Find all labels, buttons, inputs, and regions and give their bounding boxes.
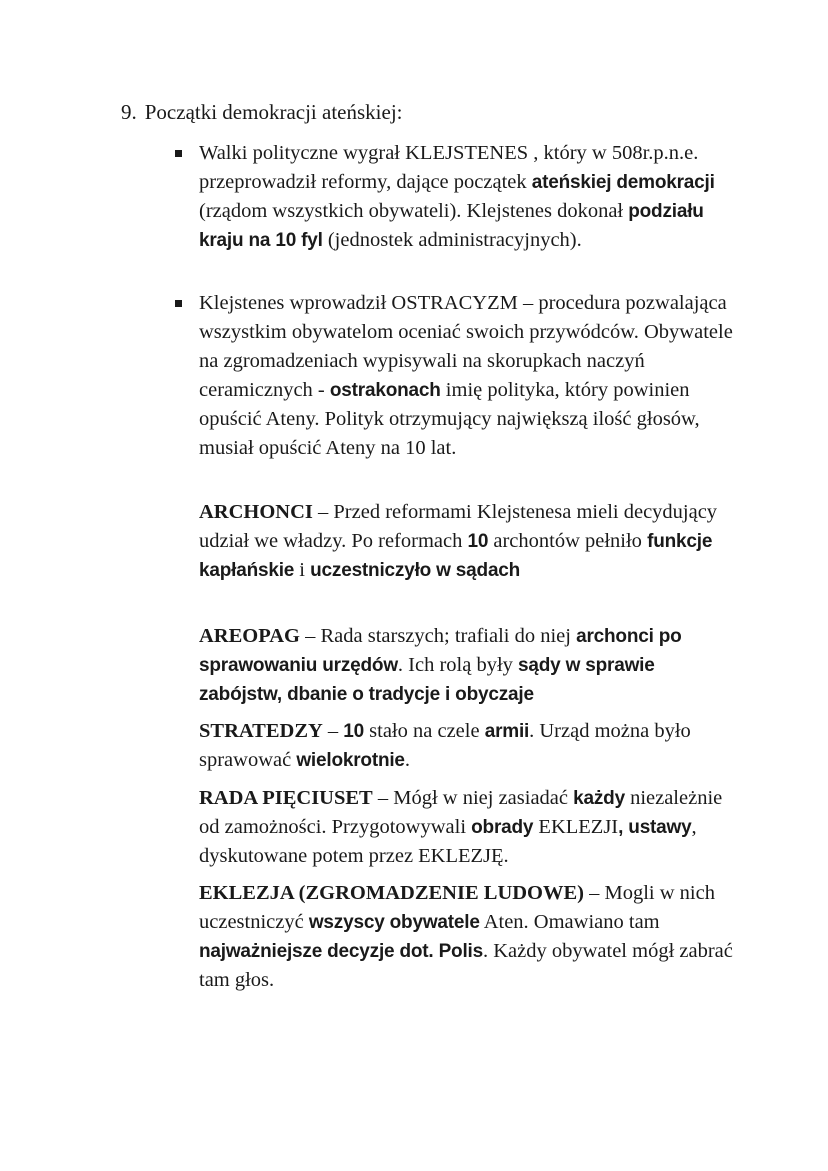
bullet-text [199, 139, 739, 255]
text: – Rada starszych; trafiali do niej [299, 625, 577, 647]
section-title: Początki demokracji ateńskiej: [144, 100, 403, 124]
bold-text: 10 [343, 721, 365, 742]
text: – Przed reformami Klejstenesa mieli decydujący udział we władzy. Po reformach [199, 501, 718, 552]
bold-text: ateńskiej demokracji [531, 172, 715, 193]
bold-text: , ustawy [618, 817, 692, 838]
text: (rządom wszystkich obywateli). Klejstenes dokonał [199, 200, 629, 222]
definition-term: ARCHONCI [199, 501, 313, 523]
bold-text: wielokrotnie [296, 750, 405, 771]
text: . Ich rolą były [397, 654, 519, 676]
text: , dyskutowane potem przez EKLEZJĘ. [199, 816, 697, 867]
text: stało na czele [364, 720, 485, 742]
section-number: 9. [121, 100, 137, 124]
text: (jednostek administracyjnych). [322, 229, 582, 251]
bold-text: sądy w sprawie zabójstw, dbanie o tradycje i obyczaje [199, 655, 655, 705]
bold-text: wszyscy obywatele [308, 912, 480, 933]
text: niezależnie od zamożności. Przygotowywali [199, 787, 723, 838]
bold-text: podziału kraju na 10 fyl [199, 201, 704, 251]
definition-eklezja [199, 879, 739, 995]
definition-term: EKLEZJA (ZGROMADZENIE LUDOWE) [199, 882, 584, 904]
text: EKLEZJI [533, 816, 619, 838]
section-heading [121, 98, 403, 127]
bullet-item [199, 289, 739, 463]
bold-text: archonci po sprawowaniu urzędów [199, 626, 682, 676]
bold-text: najważniejsze decyzje dot. Polis [199, 941, 483, 962]
definition-term: STRATEDZY [199, 720, 323, 742]
text: archontów pełniło [488, 530, 648, 552]
text: i [294, 559, 311, 581]
bold-text: ostrakonach [329, 380, 441, 401]
bullet-item [199, 139, 739, 255]
bold-text: 10 [467, 531, 489, 552]
definition-term: RADA PIĘCIUSET [199, 787, 373, 809]
bold-text: armii [484, 721, 530, 742]
text: – Mógł w niej zasiadać [372, 787, 574, 809]
definition-areopag [199, 622, 739, 709]
definition-stratedzy [199, 717, 739, 775]
definition-archonci [199, 498, 739, 585]
text: Walki polityczne wygrał KLEJSTENES , który w 508r.p.n.e. przeprowadził reformy, dające początek [199, 142, 699, 193]
text: Aten. Omawiano tam [479, 911, 660, 933]
bold-text: uczestniczyło w sądach [310, 560, 521, 581]
text: – Mogli w nich uczestniczyć [199, 882, 715, 933]
text: . Urząd można było sprawować [199, 720, 691, 771]
definition-term: AREOPAG [199, 625, 300, 647]
text: . [404, 749, 410, 771]
text: . Każdy obywatel mógł zabrać tam głos. [199, 940, 733, 991]
square-bullet-icon [175, 300, 182, 307]
text: imię polityka, który powinien opuścić Ateny. Polityk otrzymujący największą ilość głosów, musiał opuścić Ateny na 10 lat. [199, 379, 700, 459]
bold-text: każdy [573, 788, 625, 809]
square-bullet-icon [175, 150, 182, 157]
bullet-text [199, 289, 739, 463]
bold-text: obrady [471, 817, 534, 838]
text: Klejstenes wprowadził OSTRACYZM – procedura pozwalająca wszystkim obywatelom oceniać swoich przywódców. Obywatele na zgromadzeniach wypisywali na skorupkach naczyń ceramicznych - [199, 292, 733, 401]
text: – [322, 720, 344, 742]
definition-rada-pieciuset [199, 784, 739, 871]
bold-text: funkcje kapłańskie [199, 531, 713, 581]
